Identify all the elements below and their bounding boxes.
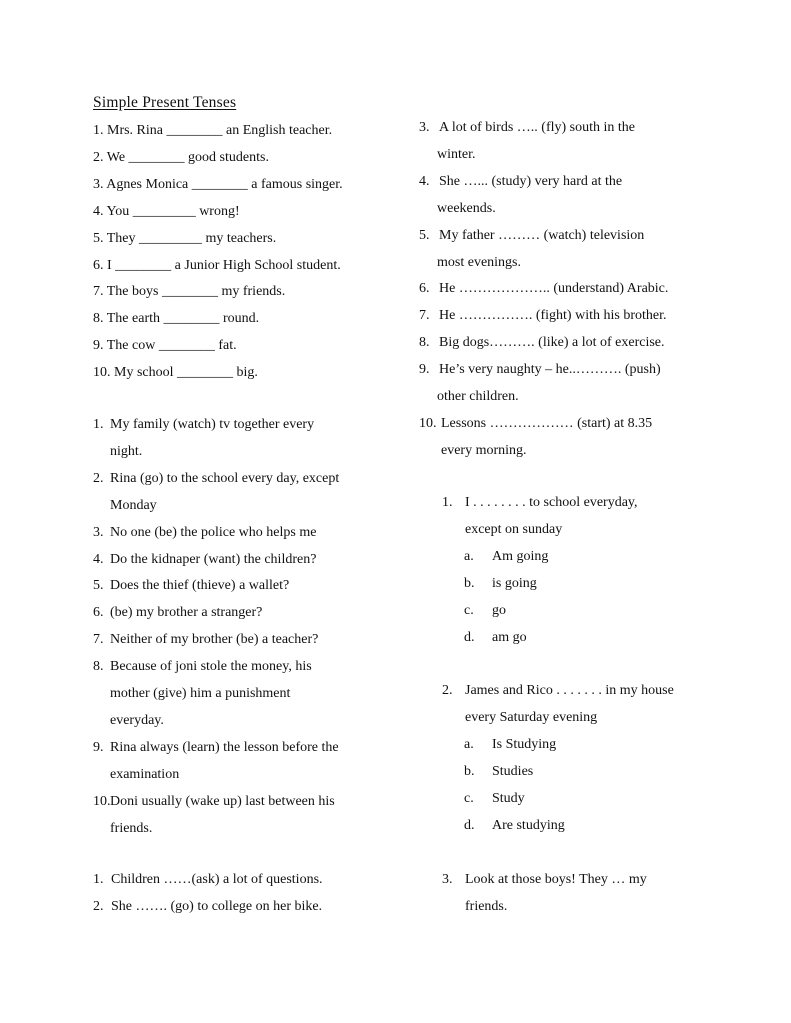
question-text: everyday.	[110, 712, 164, 728]
question-line: 6. I ________ a Junior High School student.	[93, 257, 341, 273]
question-number: 3.	[93, 524, 104, 540]
question-number: 1.	[442, 495, 453, 510]
question-text: except on sunday	[465, 521, 563, 537]
question-text: I . . . . . . . . to school everyday,	[465, 495, 638, 510]
option-letter: c.	[464, 790, 474, 806]
question-text: (be) my brother a stranger?	[110, 605, 263, 621]
question-number: 3.	[442, 871, 453, 887]
question-text: other children.	[437, 389, 519, 404]
question-line: 3. Agnes Monica ________ a famous singer.	[93, 176, 343, 192]
option-text: Are studying	[492, 817, 565, 833]
question-text: Neither of my brother (be) a teacher?	[110, 632, 319, 648]
question-line: 2. We ________ good students.	[93, 149, 269, 165]
question-text: friends.	[465, 898, 508, 914]
question-text: every Saturday evening	[465, 710, 598, 726]
question-text: My family (watch) tv together every	[110, 417, 315, 432]
option-letter: b.	[464, 764, 475, 779]
question-text: friends.	[110, 820, 153, 836]
question-number: 5.	[419, 227, 430, 243]
option-text: go	[492, 602, 506, 618]
question-text: Monday	[110, 497, 157, 513]
question-number: 4.	[419, 173, 430, 189]
question-line: 4. You _________ wrong!	[93, 203, 240, 219]
question-text: He’s very naughty – he..………. (push)	[439, 362, 661, 378]
page-title: Simple Present Tenses	[93, 94, 237, 111]
option-letter: a.	[464, 548, 474, 564]
question-text: Big dogs………. (like) a lot of exercise.	[439, 335, 665, 351]
question-text: Lessons ……………… (start) at 8.35	[441, 415, 653, 431]
question-number: 7.	[419, 308, 430, 324]
question-number: 2.	[442, 683, 453, 699]
option-text: Is Studying	[492, 737, 557, 753]
option-letter: c.	[464, 602, 474, 618]
question-text: My father ……… (watch) television	[439, 227, 645, 243]
question-line: 10. My school ________ big.	[93, 365, 258, 381]
option-text: is going	[492, 575, 537, 591]
question-text: examination	[110, 766, 180, 782]
question-number: 9.	[419, 362, 430, 378]
question-number: 10.	[419, 415, 437, 431]
option-letter: d.	[464, 817, 475, 833]
question-number: 8.	[93, 659, 104, 675]
question-text: She ……. (go) to college on her bike.	[111, 898, 323, 914]
question-text: Do the kidnaper (want) the children?	[110, 551, 317, 567]
question-line: 1. Mrs. Rina ________ an English teacher.	[93, 123, 333, 138]
option-letter: d.	[464, 629, 475, 645]
question-text: night.	[110, 443, 143, 459]
question-text: Look at those boys! They … my	[465, 871, 647, 887]
option-letter: b.	[464, 575, 475, 591]
question-number: 6.	[419, 281, 430, 297]
question-text: most evenings.	[437, 254, 521, 270]
question-number: 1.	[93, 872, 104, 887]
question-text: Rina always (learn) the lesson before the	[110, 739, 339, 755]
option-text: Study	[492, 790, 525, 806]
question-text: Children ……(ask) a lot of questions.	[111, 872, 323, 887]
question-text: Does the thief (thieve) a wallet?	[110, 578, 290, 594]
option-letter: a.	[464, 737, 474, 753]
question-line: 9. The cow ________ fat.	[93, 338, 237, 354]
question-number: 2.	[93, 470, 104, 486]
question-number: 2.	[93, 898, 104, 914]
question-text: mother (give) him a punishment	[110, 686, 291, 701]
option-text: Am going	[492, 548, 549, 564]
option-text: am go	[492, 629, 527, 645]
question-text: A lot of birds ….. (fly) south in the	[439, 120, 635, 135]
question-number: 4.	[93, 551, 104, 567]
question-text: every morning.	[441, 442, 527, 458]
question-text: He ……………. (fight) with his brother.	[439, 308, 667, 324]
question-number: 6.	[93, 605, 104, 621]
option-text: Studies	[492, 764, 534, 779]
question-text: He ……………….. (understand) Arabic.	[439, 281, 669, 297]
question-number: 1.	[93, 417, 104, 432]
question-text: Doni usually (wake up) last between his	[110, 793, 335, 809]
question-text: No one (be) the police who helps me	[110, 524, 317, 540]
question-number: 3.	[419, 120, 430, 135]
question-text: James and Rico . . . . . . . in my house	[465, 683, 674, 699]
question-text: winter.	[437, 146, 476, 162]
question-line: 5. They _________ my teachers.	[93, 230, 277, 246]
question-line: 8. The earth ________ round.	[93, 311, 260, 327]
question-text: Rina (go) to the school every day, except	[110, 470, 340, 486]
question-line: 7. The boys ________ my friends.	[93, 284, 286, 300]
question-text: weekends.	[437, 200, 496, 216]
question-text: She …... (study) very hard at the	[439, 173, 623, 189]
question-number: 5.	[93, 578, 104, 594]
question-number: 7.	[93, 632, 104, 648]
question-number: 8.	[419, 335, 430, 351]
question-number: 10.	[93, 793, 111, 809]
question-number: 9.	[93, 739, 104, 755]
question-text: Because of joni stole the money, his	[110, 659, 312, 675]
